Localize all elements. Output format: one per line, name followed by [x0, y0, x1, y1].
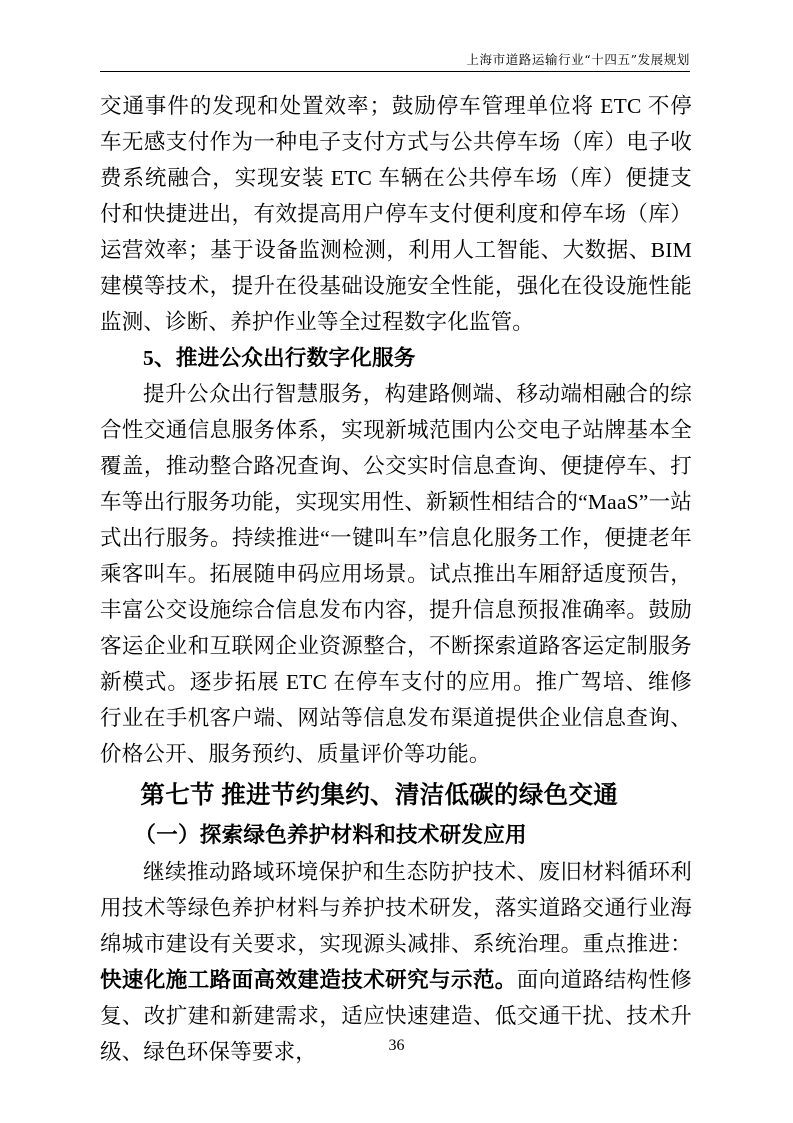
paragraph-green-maintenance-part1: 继续推动路域环境保护和生态防护技术、废旧材料循环利用技术等绿色养护材料与养护技术研发，落实道路交通行业海绵城市建设有关要求，实现源头减排、系统治理。重点推进：	[100, 860, 692, 956]
paragraph-green-maintenance-part2: 面向道路结构性修复、改扩建和新建需求，适应快速建造、低交通干扰、技术升级、绿色环保等要求，	[100, 968, 692, 1064]
page-number: 36	[388, 1037, 405, 1054]
header-divider	[100, 71, 690, 72]
page-header	[100, 52, 690, 72]
paragraph-public-travel: 提升公众出行智慧服务，构建路侧端、移动端相融合的综合性交通信息服务体系，实现新城范围内公交电子站牌基本全覆盖，推动整合路况查询、公交实时信息查询、便捷停车、打车等出行服务功能，实现实用性、新颖性相结合的“MaaS”一站式出行服务。持续推进“一键叫车”信息化服务工作，便捷老年乘客叫车。拓展随申码应用场景。试点推出车厢舒适度预告，丰富公交设施综合信息发布内容，提升信息预报准确率。鼓励客运企业和互联网企业资源整合，不断探索道路客运定制服务新模式。逐步拓展 ETC 在停车支付的应用。推广驾培、维修行业在手机客户端、网站等信息发布渠道提供企业信息查询、价格公开、服务预约、质量评价等功能。	[100, 382, 692, 766]
heading-item-5: 5、推进公众出行数字化服务	[143, 346, 416, 370]
header-title: 上海市道路运输行业“十四五”发展规划	[466, 52, 690, 67]
paragraph-continued: 交通事件的发现和处置效率；鼓励停车管理单位将 ETC 不停车无感支付作为一种电子支付方式与公共停车场（库）电子收费系统融合，实现安装 ETC 车辆在公共停车场（库）便捷支付和快捷进出，有效提高用户停车支付便利度和停车场（库）运营效率；基于设备监测检测，利用人工智能、大数据、BIM 建模等技术，提升在役基础设施安全性能，强化在役设施性能监测、诊断、养护作业等全过程数字化监管。	[100, 94, 692, 334]
document-body	[100, 88, 692, 1070]
heading-subsection-1: （一）探索绿色养护材料和技术研发应用	[134, 823, 527, 847]
heading-section-7: 第七节 推进节约集约、清洁低碳的绿色交通	[140, 782, 619, 809]
paragraph-green-maintenance-emphasis: 快速化施工路面高效建造技术研究与示范。	[100, 968, 517, 992]
